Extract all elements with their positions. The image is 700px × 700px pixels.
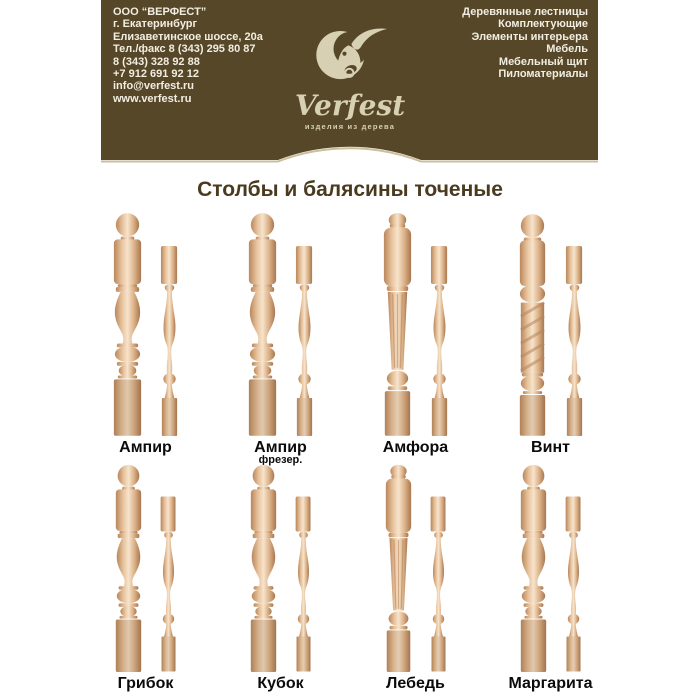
newel-post-image (382, 464, 415, 672)
product-photo (245, 212, 316, 436)
product-label: Винт (531, 439, 570, 456)
product-label: Лебедь (386, 675, 445, 692)
product-cell-ampir-frezer (213, 212, 348, 466)
newel-post-image (112, 464, 145, 672)
product-photo (382, 464, 449, 672)
product-photo (247, 464, 314, 672)
brand-tagline: изделия из дерева (304, 122, 396, 131)
baluster-image (428, 246, 451, 436)
category-item-lumber: Пиломатериалы (498, 68, 588, 81)
category-item-interior: Элементы интерьера (471, 30, 588, 43)
product-label: Ампир (119, 439, 172, 456)
baluster-image (428, 496, 449, 672)
product-cell-kubok (213, 464, 348, 691)
product-photo (110, 212, 181, 436)
website-text: www.verfest.ru (113, 92, 192, 105)
product-photo (515, 212, 586, 436)
product-cell-ampir (78, 212, 213, 466)
product-photo (517, 464, 584, 672)
product-cell-lebed (348, 464, 483, 691)
baluster-image (293, 246, 316, 436)
newel-post-image (247, 464, 280, 672)
phone-mobile: +7 912 691 92 12 (113, 68, 199, 81)
brand-name: Verfest (294, 89, 406, 122)
product-photo (112, 464, 179, 672)
company-street: Елизаветинское шоссе, 20а (113, 30, 263, 43)
company-city: г. Екатеринбург (113, 18, 198, 31)
newel-post-image (245, 212, 280, 436)
product-label: Кубок (257, 675, 304, 692)
baluster-image (293, 496, 314, 672)
phone-fax: Тел./факс 8 (343) 295 80 87 (113, 43, 256, 56)
baluster-image (158, 496, 179, 672)
baluster-image (563, 246, 586, 436)
newel-post-image (515, 212, 550, 436)
baluster-image (563, 496, 584, 672)
product-sublabel: фрезер. (258, 454, 303, 466)
category-item-stairs: Деревянные лестницы (462, 6, 588, 18)
page-title: Столбы и балясины точеные (197, 178, 503, 201)
email-text: info@verfest.ru (113, 80, 195, 93)
product-label: Маргарита (508, 675, 593, 692)
product-label: Ампир (254, 439, 307, 456)
product-label: Амфора (382, 439, 449, 456)
baluster-image (158, 246, 181, 436)
category-list (388, 6, 588, 80)
product-cell-gribok (78, 464, 213, 691)
product-cell-margarita (483, 464, 618, 691)
newel-post-image (517, 464, 550, 672)
bull-head-icon (295, 22, 405, 88)
category-item-parts: Комплектующие (498, 18, 588, 31)
product-cell-amfora (348, 212, 483, 466)
product-grid-row-1 (78, 212, 618, 466)
phone-2: 8 (343) 328 92 88 (113, 55, 200, 68)
company-name: ООО “ВЕРФЕСТ” (113, 6, 207, 18)
category-item-furniture: Мебель (546, 43, 588, 56)
newel-post-image (380, 212, 415, 436)
logo (293, 22, 407, 131)
product-label: Грибок (117, 675, 174, 692)
newel-post-image (110, 212, 145, 436)
product-grid-row-2 (78, 464, 618, 691)
product-cell-vint (483, 212, 618, 466)
product-photo (380, 212, 451, 436)
category-item-panel: Мебельный щит (498, 55, 588, 68)
